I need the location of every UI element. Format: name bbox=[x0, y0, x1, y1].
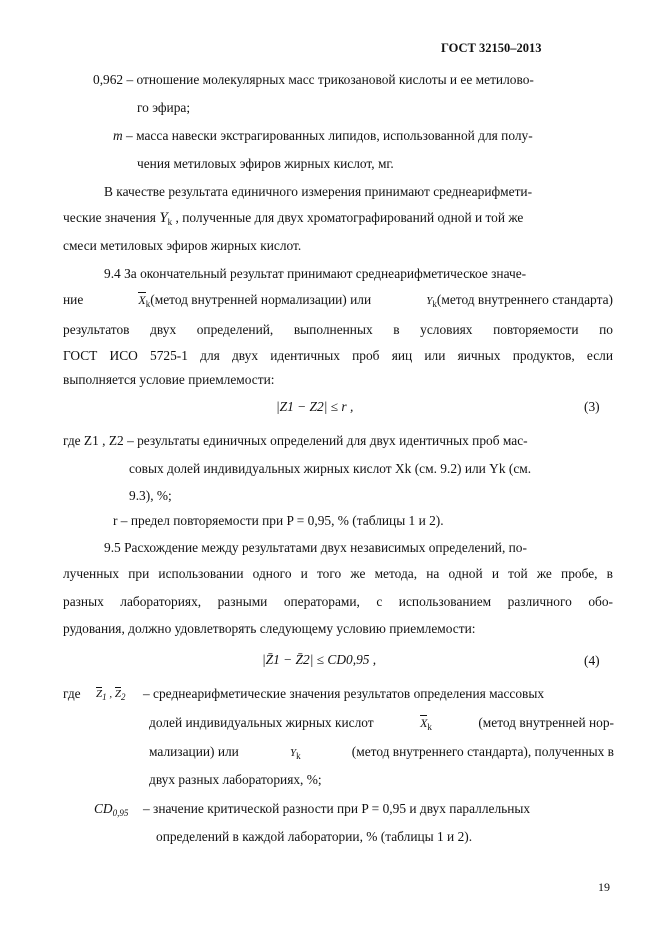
section-9-5-line3: разных лабораториях, разными операторами, с использованием различного обо- bbox=[63, 594, 613, 609]
where-r-line: r – предел повторяемости при P = 0,95, % (таблицы 1 и 2). bbox=[113, 513, 444, 528]
formula-4-number: (4) bbox=[584, 653, 600, 668]
where-z-line1: где Z1 , Z2 – результаты единичных определений для двух идентичных проб мас- bbox=[63, 433, 528, 448]
where-zbar-symbols: $Z_1$ , $Z_2$ bbox=[96, 688, 126, 702]
where-label: где bbox=[63, 686, 81, 701]
where-cd-line1: – значение критической разности при P = 0,95 и двух параллельных bbox=[143, 801, 531, 816]
formula-3: |Z1 − Z2| ≤ r , bbox=[276, 399, 354, 414]
where-zbar-line2: долей индивидуальных жирных кислот $X_k$ (метод внутренней нор- bbox=[149, 715, 614, 732]
section-9-5-line1: 9.5 Расхождение между результатами двух независимых определений, по- bbox=[104, 540, 527, 555]
section-9-5-line2: лученных при использовании одного и того же метода, на одной и той же пробе, в bbox=[63, 566, 613, 581]
where-zbar-line4: двух разных лабораториях, %; bbox=[149, 772, 322, 787]
where-z-line2: совых долей индивидуальных жирных кислот Xk (см. 9.2) или Yk (см. bbox=[129, 461, 532, 476]
section-9-4-line4: ГОСТ ИСО 5725-1 для двух идентичных проб яиц или яичных продуктов, если bbox=[63, 348, 613, 363]
paragraph-result-line2: ческие значения $Y_k$ , полученные для двух хроматографирований одной и той же bbox=[63, 210, 524, 227]
section-9-4-line5: выполняется условие приемлемости: bbox=[63, 372, 275, 387]
section-9-4-line2: ние $X_k(метод$ внутренней нормализации) или $Y_k(метод$ внутреннего стандарта) bbox=[63, 292, 613, 309]
section-9-4-line3: результатов двух определений, выполненных в условиях повторяемости по bbox=[63, 322, 613, 337]
document-header: ГОСТ 32150–2013 bbox=[441, 41, 542, 55]
where-zbar-line3: мализации) или $Y_k$ (метод внутреннего стандарта), полученных в bbox=[149, 744, 614, 761]
definition-m-line2: чения метиловых эфиров жирных кислот, мг. bbox=[137, 156, 394, 171]
where-cd-symbol: $CD_{0,95}$ bbox=[94, 801, 129, 818]
formula-4: |Z̄1 − Z̄2| ≤ CD0,95 , bbox=[262, 652, 377, 667]
definition-0962-line1: 0,962 – отношение молекулярных масс трикозановой кислоты и ее метилово- bbox=[93, 72, 534, 87]
where-zbar-line1: – среднеарифметические значения результатов определения массовых bbox=[143, 686, 545, 701]
definition-m-line1: m – масса навески экстрагированных липидов, использованной для полу- bbox=[113, 128, 533, 143]
section-9-5-line4: рудования, должно удовлетворять следующему условию приемлемости: bbox=[63, 621, 476, 636]
paragraph-result-line3: смеси метиловых эфиров жирных кислот. bbox=[63, 238, 302, 253]
where-z-line3: 9.3), %; bbox=[129, 488, 172, 503]
page-number: 19 bbox=[598, 880, 610, 894]
where-cd-line2: определений в каждой лаборатории, % (таблицы 1 и 2). bbox=[156, 829, 473, 844]
definition-0962-line2: го эфира; bbox=[137, 100, 191, 115]
section-9-4-line1: 9.4 За окончательный результат принимают среднеарифметическое значе- bbox=[104, 266, 527, 281]
formula-3-number: (3) bbox=[584, 399, 600, 414]
paragraph-result-line1: В качестве результата единичного измерения принимают среднеарифмети- bbox=[104, 184, 533, 199]
